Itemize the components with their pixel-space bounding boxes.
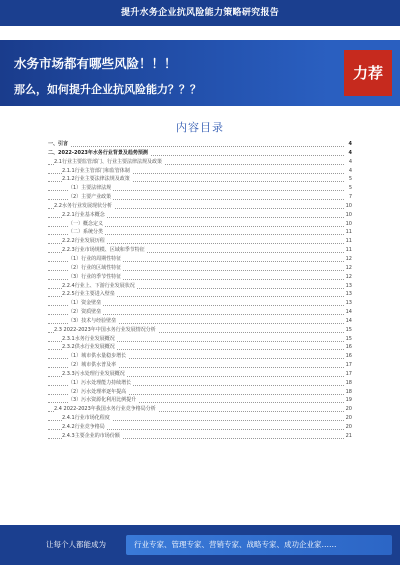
toc-entry[interactable] <box>48 255 352 264</box>
toc-entry-text: 2.3.2供水行业发展概况 <box>62 344 115 351</box>
toc-entry-page: 15 <box>345 326 352 333</box>
toc-entry-page: 4 <box>348 149 352 156</box>
toc-entry[interactable] <box>48 211 352 220</box>
toc-entry-page: 4 <box>348 167 352 174</box>
toc-entry-text: （1）城市供水量稳步增长 <box>68 353 127 360</box>
toc-entry-text: 2.2.4行业上、下游行业发展状况 <box>62 282 135 289</box>
toc-entry-text: （1）资金壁垒 <box>68 300 102 307</box>
toc-entry-page: 18 <box>345 379 352 386</box>
footer-tagline: 行业专家、管理专家、营销专家、战略专家、成功企业家…… <box>134 540 337 549</box>
toc-entry[interactable] <box>48 167 352 176</box>
toc-entry-page: 5 <box>348 185 352 192</box>
banner <box>0 40 400 106</box>
toc-entry[interactable] <box>48 317 352 326</box>
toc-entry[interactable] <box>48 290 352 299</box>
report-header-bar <box>0 0 400 26</box>
toc-entry[interactable] <box>48 335 352 344</box>
toc-entry-text: （3）污水资源化利用比例提升 <box>68 397 137 404</box>
toc-entry-text: （1）污水处理能力持续增长 <box>68 379 132 386</box>
toc-entry[interactable] <box>48 264 352 273</box>
toc-entry-text: （二）系统分类 <box>68 229 104 236</box>
table-of-contents <box>48 140 352 441</box>
toc-entry[interactable] <box>48 158 352 167</box>
toc-entry-text: 2.1.1行业主管部门和监管体制 <box>62 167 130 174</box>
toc-entry[interactable] <box>48 361 352 370</box>
toc-entry-page: 15 <box>345 335 352 342</box>
toc-entry-text: 2.4.3主要企业的市场份额 <box>62 432 120 439</box>
toc-entry-page: 20 <box>345 415 352 422</box>
toc-entry-page: 17 <box>345 362 352 369</box>
toc-entry[interactable] <box>48 149 352 158</box>
toc-entry[interactable] <box>48 237 352 246</box>
toc-entry-text: 一、引言 <box>48 141 69 147</box>
toc-entry-text: 二、2022-2023年水务行业背景及趋势预测 <box>48 149 148 156</box>
toc-entry-text: 2.1行业主要监管部门、行业主要法律法规及政策 <box>54 158 162 165</box>
toc-entry-page: 13 <box>345 291 352 298</box>
toc-entry[interactable] <box>48 414 352 423</box>
toc-entry-page: 20 <box>345 406 352 413</box>
toc-entry-text: （2）污水处理率逐年提高 <box>68 388 127 395</box>
toc-entry-text: 2.4.1行业市场化程度 <box>62 415 110 422</box>
toc-entry[interactable] <box>48 352 352 361</box>
toc-entry[interactable] <box>48 379 352 388</box>
toc-entry-page: 7 <box>348 194 352 201</box>
toc-entry-text: 2.2.2行业发展历程 <box>62 238 105 245</box>
toc-entry-page: 16 <box>345 344 352 351</box>
toc-entry[interactable] <box>48 326 352 335</box>
toc-entry[interactable] <box>48 228 352 237</box>
toc-entry-page: 11 <box>345 229 352 236</box>
toc-entry[interactable] <box>48 175 352 184</box>
toc-entry-text: （1）主要法律法规 <box>68 185 112 192</box>
toc-entry-text: （2）城市供水普及率 <box>68 362 117 369</box>
toc-entry-text: 2.3.3污水处理行业发展概况 <box>62 370 125 377</box>
toc-entry[interactable] <box>48 220 352 229</box>
toc-entry[interactable] <box>48 423 352 432</box>
toc-entry[interactable] <box>48 370 352 379</box>
toc-entry-page: 20 <box>345 424 352 430</box>
toc-entry[interactable] <box>48 246 352 255</box>
toc-entry-page: 10 <box>345 220 352 227</box>
toc-entry-text: 2.2.1行业基本概念 <box>62 211 105 218</box>
toc-entry-text: 2.3.1水务行业发展概况 <box>62 335 115 342</box>
footer-tagline-box <box>126 535 392 555</box>
toc-entry-page: 12 <box>345 255 352 262</box>
toc-entry[interactable] <box>48 405 352 414</box>
toc-entry-text: 2.2水务行业发展现状分析 <box>54 202 112 209</box>
toc-entry-page: 18 <box>345 388 352 395</box>
toc-entry-text: 2.2.5行业主要进入壁垒 <box>62 291 115 298</box>
toc-entry-page: 16 <box>345 353 352 360</box>
toc-entry[interactable] <box>48 273 352 282</box>
toc-entry[interactable] <box>48 299 352 308</box>
toc-entry-page: 14 <box>345 317 352 324</box>
toc-entry[interactable] <box>48 202 352 211</box>
toc-entry[interactable] <box>48 432 352 441</box>
toc-entry-page: 10 <box>345 202 352 209</box>
banner-subheadline: 那么，如何提升企业抗风险能力？？？ <box>14 83 201 96</box>
toc-entry-text: 2.1.2行业主要法律法规及政策 <box>62 176 130 183</box>
toc-entry-page: 21 <box>345 432 352 439</box>
toc-entry[interactable] <box>48 140 352 149</box>
toc-entry-text: （一）概念定义 <box>68 220 104 227</box>
banner-headline: 水务市场都有哪些风险！！！ <box>14 56 177 71</box>
toc-entry-text: 2.4 2022-2023年我国水务行业竞争格局分析 <box>54 406 156 413</box>
toc-entry-text: （2）资质壁垒 <box>68 309 102 316</box>
toc-entry-page: 5 <box>348 176 352 183</box>
toc-entry-text: 2.2.3行业市场规模、区域和季节特征 <box>62 247 145 254</box>
toc-entry-page: 14 <box>345 309 352 316</box>
footer-lead-text: 让每个人都能成为 <box>46 540 106 549</box>
toc-entry[interactable] <box>48 193 352 202</box>
toc-entry-page: 12 <box>345 273 352 280</box>
recommend-badge: 力荐 <box>344 50 392 96</box>
footer-bar <box>0 525 400 565</box>
toc-entry[interactable] <box>48 343 352 352</box>
toc-entry-page: 11 <box>345 247 352 254</box>
toc-entry-text: 2.4.2行业竞争格局 <box>62 424 105 430</box>
toc-entry-page: 13 <box>345 282 352 289</box>
toc-entry-page: 17 <box>345 370 352 377</box>
toc-entry[interactable] <box>48 396 352 405</box>
toc-entry[interactable] <box>48 388 352 397</box>
toc-entry-page: 4 <box>348 158 352 165</box>
toc-entry-page: 4 <box>348 141 352 147</box>
toc-entry-text: （3）技术与经验壁垒 <box>68 317 117 324</box>
toc-entry-page: 13 <box>345 300 352 307</box>
report-title: 提升水务企业抗风险能力策略研究报告 <box>120 8 280 18</box>
toc-entry-text: 2.3 2022-2023年中国水务行业发展情况分析 <box>54 326 156 333</box>
toc-entry-text: （3）行业的季节性特征 <box>68 273 122 280</box>
toc-entry-page: 12 <box>345 264 352 271</box>
toc-entry-text: （2）主要产业政策 <box>68 194 112 201</box>
toc-entry-page: 10 <box>345 211 352 218</box>
toc-entry-text: （2）行业的区域性特征 <box>68 264 122 271</box>
toc-entry[interactable] <box>48 308 352 317</box>
toc-entry[interactable] <box>48 184 352 193</box>
toc-entry[interactable] <box>48 282 352 291</box>
toc-leader-dots <box>48 146 344 147</box>
toc-entry-page: 19 <box>345 397 352 404</box>
toc-entry-text: （1）行业的周期性特征 <box>68 255 122 262</box>
toc-entry-page: 11 <box>345 238 352 245</box>
toc-title: 内容目录 <box>176 121 224 134</box>
